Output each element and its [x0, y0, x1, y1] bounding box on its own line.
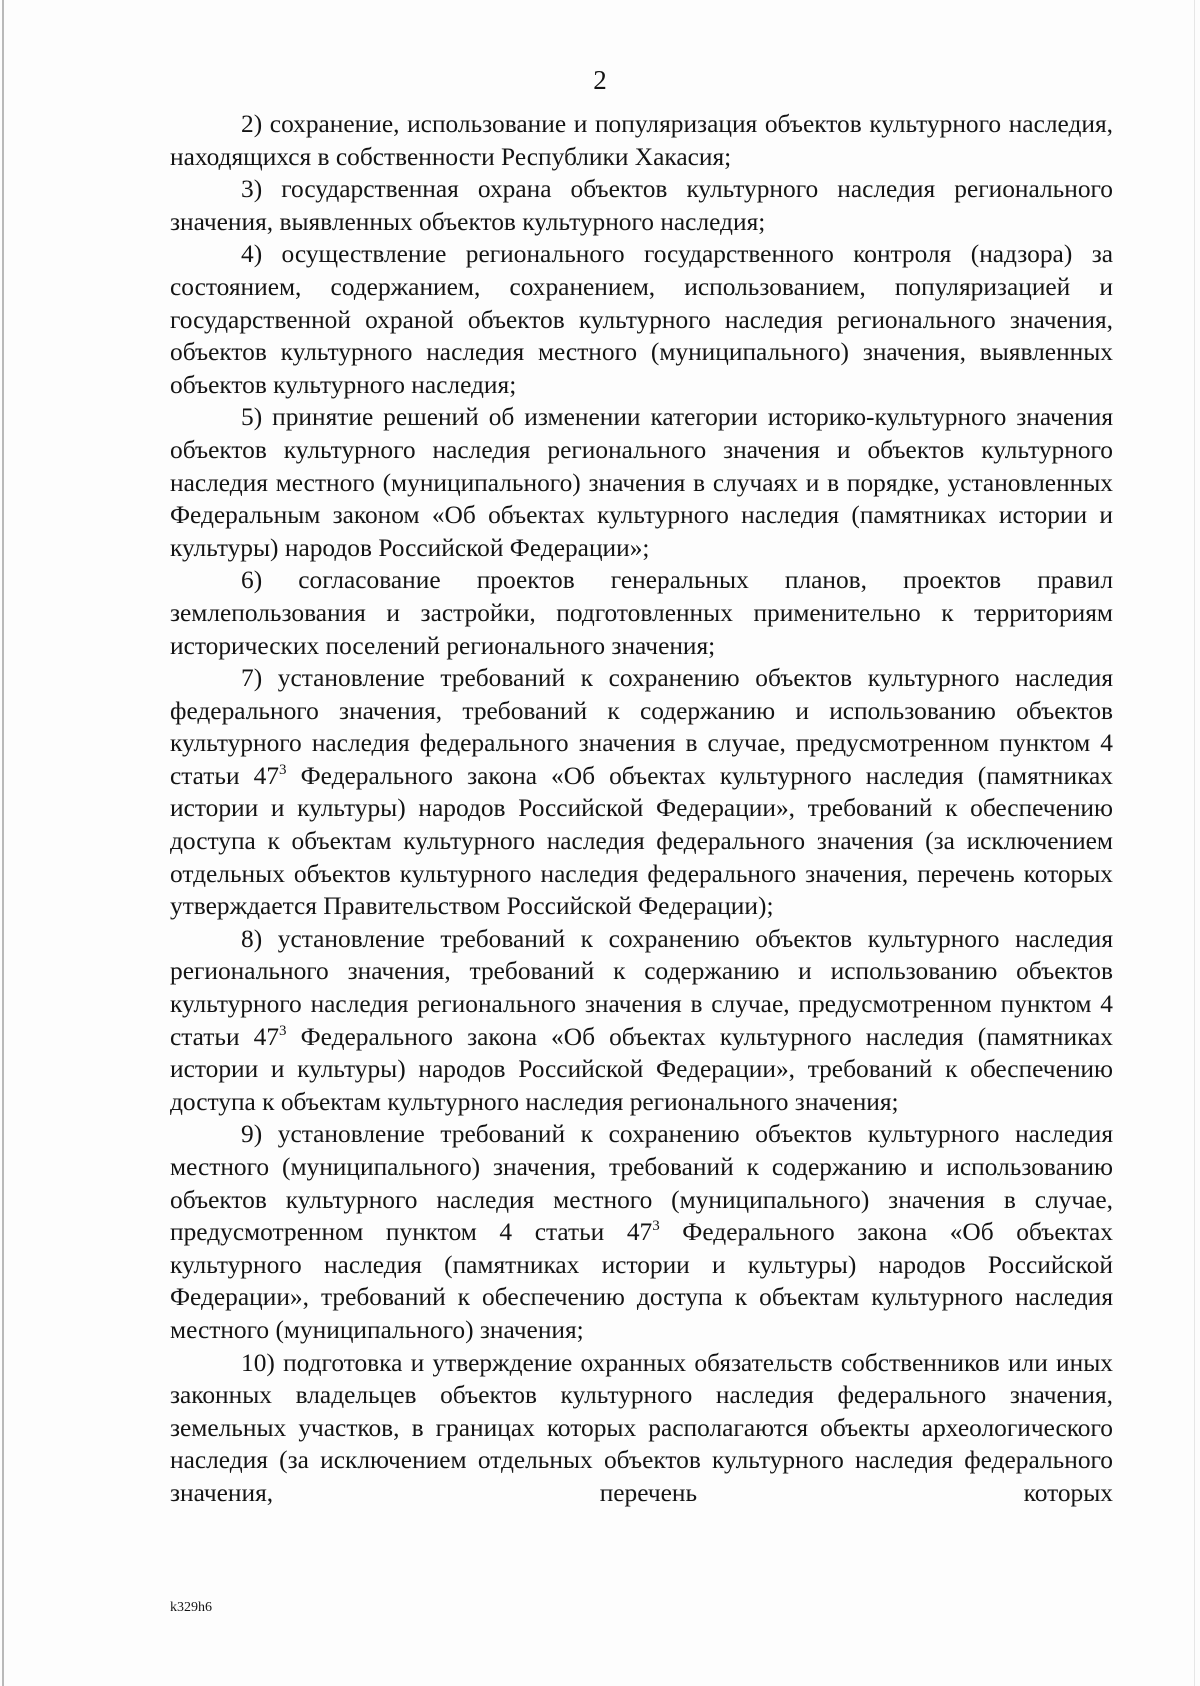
- list-item-6: 6) согласование проектов генеральных планов, проектов правил землепользования и застройки, подготовленных применительно к территориям исторических поселений регионального значения;: [170, 566, 1113, 660]
- list-item-7: [170, 662, 1113, 923]
- list-item-8-text-end: Федерального закона «Об объектах культурного наследия (памятниках истории и культуры) народов Российской Федерации», требований к обеспечению доступа к объектам культурного наследия регионального значения;: [170, 1022, 1113, 1116]
- list-item-8-text-start: 8) установление требований к сохранению объектов культурного наследия регионального значения, требований к содержанию и использованию объектов культурного наследия регионального значения в случае, предусмотренном пунктом 4 статьи 47: [170, 924, 1113, 1051]
- article-superscript: 3: [279, 761, 287, 778]
- list-item-9-text-end: Федерального закона «Об объектах культурного наследия (памятниках истории и культуры) народов Российской Федерации», требований к обеспечению доступа к объектам культурного наследия местного (муниципального) значения;: [170, 1218, 1114, 1344]
- list-item-8: [170, 923, 1113, 1119]
- list-item-5: 5) принятие решений об изменении категории историко-культурного значения объектов культурного наследия регионального значения и объектов культурного наследия местного (муниципального) значения в случаях и в порядке, установленных Федеральным законом «Об объектах культурного наследия (памятниках истории и культуры) народов Российской Федерации»;: [170, 403, 1113, 562]
- article-superscript: 3: [652, 1218, 660, 1235]
- article-superscript: 3: [279, 1022, 287, 1039]
- list-item-9: [170, 1118, 1113, 1346]
- scan-right-edge: [1194, 0, 1195, 1686]
- list-item-7-text-end: Федерального закона «Об объектах культурного наследия (памятниках истории и культуры) народов Российской Федерации», требований к обеспечению доступа к объектам культурного наследия федерального значения (за исключением отдельных объектов культурного наследия федерального значения, перечень которых утверждается Правительством Российской Федерации);: [170, 761, 1113, 921]
- page-number: 2: [593, 65, 607, 95]
- list-item-4: 4) осуществление регионального государственного контроля (надзора) за состоянием, содержанием, сохранением, использованием, популяризацией и государственной охраной объектов культурного наследия регионального значения, объектов культурного наследия местного (муниципального) значения, выявленных объектов культурного наследия;: [170, 240, 1113, 399]
- list-item-3: 3) государственная охрана объектов культурного наследия регионального значения, выявленных объектов культурного наследия;: [170, 175, 1113, 236]
- document-code: k329h6: [170, 1600, 212, 1615]
- scan-left-edge: [2, 0, 4, 1686]
- list-item-2: 2) сохранение, использование и популяризация объектов культурного наследия, находящихся в собственности Республики Хакасия;: [170, 110, 1113, 171]
- list-item-10: 10) подготовка и утверждение охранных обязательств собственников или иных законных владельцев объектов культурного наследия федерального значения, земельных участков, в границах которых располагаются объекты археологического наследия (за исключением отдельных объектов культурного наследия федерального значения, перечень которых: [170, 1348, 1113, 1507]
- list-item-7-text-start: 7) установление требований к сохранению объектов культурного наследия федерального значения, требований к содержанию и использованию объектов культурного наследия федерального значения в случае, предусмотренном пунктом 4 статьи 47: [170, 664, 1113, 790]
- document-body: [170, 108, 1113, 1510]
- list-item-9-text-start: 9) установление требований к сохранению объектов культурного наследия местного (муниципального) значения, требований к содержанию и использованию объектов культурного наследия местного (муниципального) значения в случае, предусмотренном пунктом 4 статьи 47: [170, 1120, 1113, 1247]
